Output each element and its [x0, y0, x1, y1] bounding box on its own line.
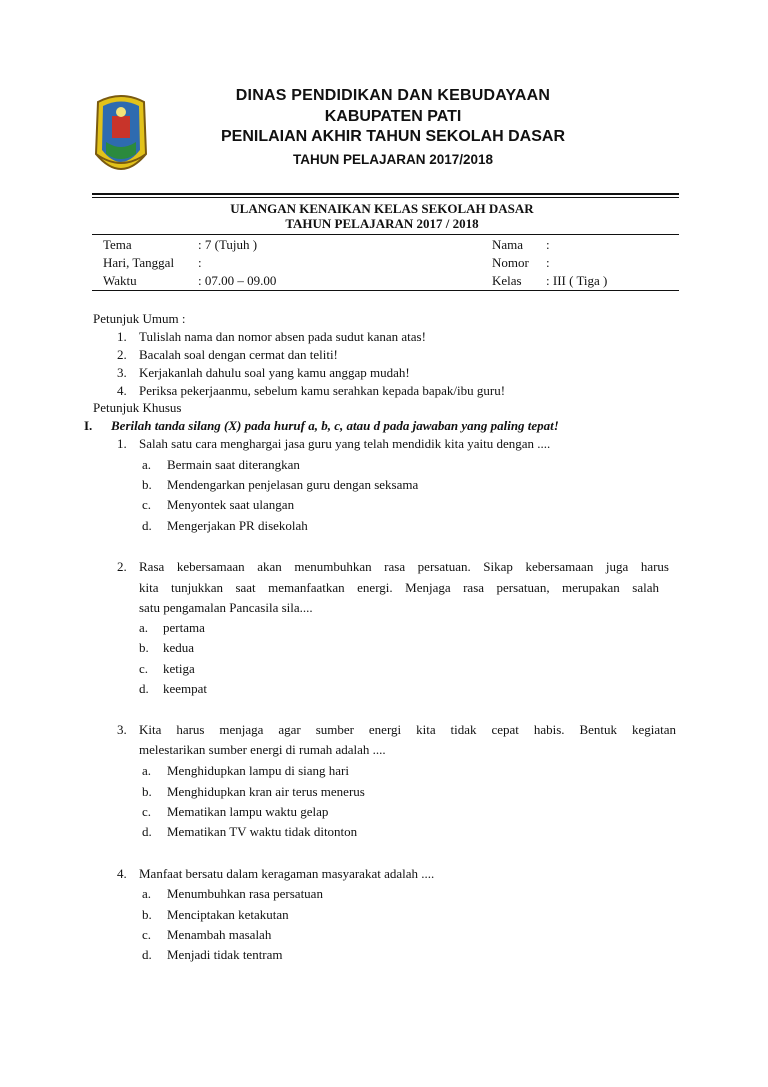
instruction-text: Kerjakanlah dahulu soal yang kamu anggap mudah! [139, 365, 410, 380]
info-rule-bottom [92, 290, 679, 291]
option-text: kedua [163, 640, 195, 655]
info-value-number: : [546, 255, 550, 270]
info-rule-top [92, 234, 679, 235]
info-value-time: : 07.00 – 09.00 [198, 273, 277, 288]
info-value-name: : [546, 237, 550, 252]
instruction-text: Bacalah soal dengan cermat dan teliti! [139, 347, 338, 362]
question-text-line: Kita harus menjaga agar sumber energi kita tidak cepat habis. Bentuk kegiatan [139, 722, 676, 737]
question-text: Manfaat bersatu dalam keragaman masyarakat adalah .... [139, 866, 435, 881]
question-number: 4. [117, 866, 127, 881]
header-rule-thick [92, 193, 679, 195]
option-letter: d. [139, 681, 149, 696]
option-text: Menghidupkan kran air terus menerus [167, 784, 365, 799]
special-instructions-title: Petunjuk Khusus [93, 400, 182, 415]
option-text: Bermain saat diterangkan [167, 457, 300, 472]
letterhead-agency: DINAS PENDIDIKAN DAN KEBUDAYAAN [235, 87, 551, 104]
option-letter: b. [142, 477, 152, 492]
question-number: 3. [117, 722, 127, 737]
option-text: Menumbuhkan rasa persatuan [167, 886, 323, 901]
instruction-number: 3. [117, 365, 127, 380]
option-letter: a. [142, 457, 152, 472]
option-letter: c. [139, 661, 149, 676]
option-text: Mematikan lampu waktu gelap [167, 804, 329, 819]
option-text: pertama [163, 620, 205, 635]
instruction-number: 4. [117, 383, 127, 398]
option-letter: c. [142, 804, 152, 819]
option-text: Mematikan TV waktu tidak ditonton [167, 824, 358, 839]
option-letter: a. [139, 620, 149, 635]
question-text-line: satu pengamalan Pancasila sila.... [139, 600, 313, 615]
info-value-tema: : 7 (Tujuh ) [198, 237, 258, 252]
header-rule-thin [92, 197, 679, 198]
option-text: Menghidupkan lampu di siang hari [167, 763, 349, 778]
section-roman: I. [84, 418, 93, 433]
instruction-number: 1. [117, 329, 127, 344]
option-text: Menambah masalah [167, 927, 272, 942]
option-letter: b. [139, 640, 149, 655]
option-letter: b. [142, 784, 152, 799]
question-text-line: melestarikan sumber energi di rumah adalah .... [139, 742, 386, 757]
option-letter: d. [142, 824, 152, 839]
general-instructions-title: Petunjuk Umum : [93, 311, 186, 326]
option-text: Menjadi tidak tentram [167, 947, 283, 962]
option-letter: d. [142, 947, 152, 962]
letterhead-assessment: PENILAIAN AKHIR TAHUN SEKOLAH DASAR [221, 128, 565, 145]
option-letter: c. [142, 497, 152, 512]
question-text-line: kita tunjukkan saat memanfaatkan energi. Menjaga rasa persatuan, merupakan salah [139, 580, 659, 595]
question-number: 2. [117, 559, 127, 574]
question-text: Salah satu cara menghargai jasa guru yang telah mendidik kita yaitu dengan .... [139, 436, 551, 451]
info-value-date: : [198, 255, 202, 270]
option-text: keempat [163, 681, 208, 696]
option-letter: c. [142, 927, 152, 942]
question-number: 1. [117, 436, 127, 451]
exam-title: ULANGAN KENAIKAN KELAS SEKOLAH DASAR [230, 201, 534, 216]
question-text-line: Rasa kebersamaan akan menumbuhkan rasa persatuan. Sikap kebersamaan juga harus [139, 559, 669, 574]
exam-year: TAHUN PELAJARAN 2017 / 2018 [285, 216, 479, 231]
instruction-text: Tulislah nama dan nomor absen pada sudut kanan atas! [139, 329, 426, 344]
option-letter: b. [142, 907, 152, 922]
option-text: Menyontek saat ulangan [167, 497, 295, 512]
option-letter: d. [142, 518, 152, 533]
letterhead-school-year: TAHUN PELAJARAN 2017/2018 [292, 152, 494, 167]
letterhead-regency: KABUPATEN PATI [324, 108, 462, 125]
option-text: Mendengarkan penjelasan guru dengan seksama [167, 477, 419, 492]
option-text: Menciptakan ketakutan [167, 907, 289, 922]
info-label-class: Kelas [492, 273, 522, 288]
info-label-name: Nama [492, 237, 524, 252]
info-label-date: Hari, Tanggal [103, 255, 175, 270]
info-label-tema: Tema [103, 237, 132, 252]
instruction-text: Periksa pekerjaanmu, sebelum kamu serahkan kepada bapak/ibu guru! [139, 383, 506, 398]
option-text: ketiga [163, 661, 195, 676]
option-letter: a. [142, 886, 152, 901]
option-letter: a. [142, 763, 152, 778]
option-text: Mengerjakan PR disekolah [167, 518, 308, 533]
info-value-class: : III ( Tiga ) [546, 273, 608, 288]
regency-emblem-logo [92, 92, 150, 180]
info-label-time: Waktu [103, 273, 137, 288]
info-label-number: Nomor [492, 255, 529, 270]
section-instruction: Berilah tanda silang (X) pada huruf a, b, c, atau d pada jawaban yang paling tepat! [111, 418, 559, 433]
instruction-number: 2. [117, 347, 127, 362]
